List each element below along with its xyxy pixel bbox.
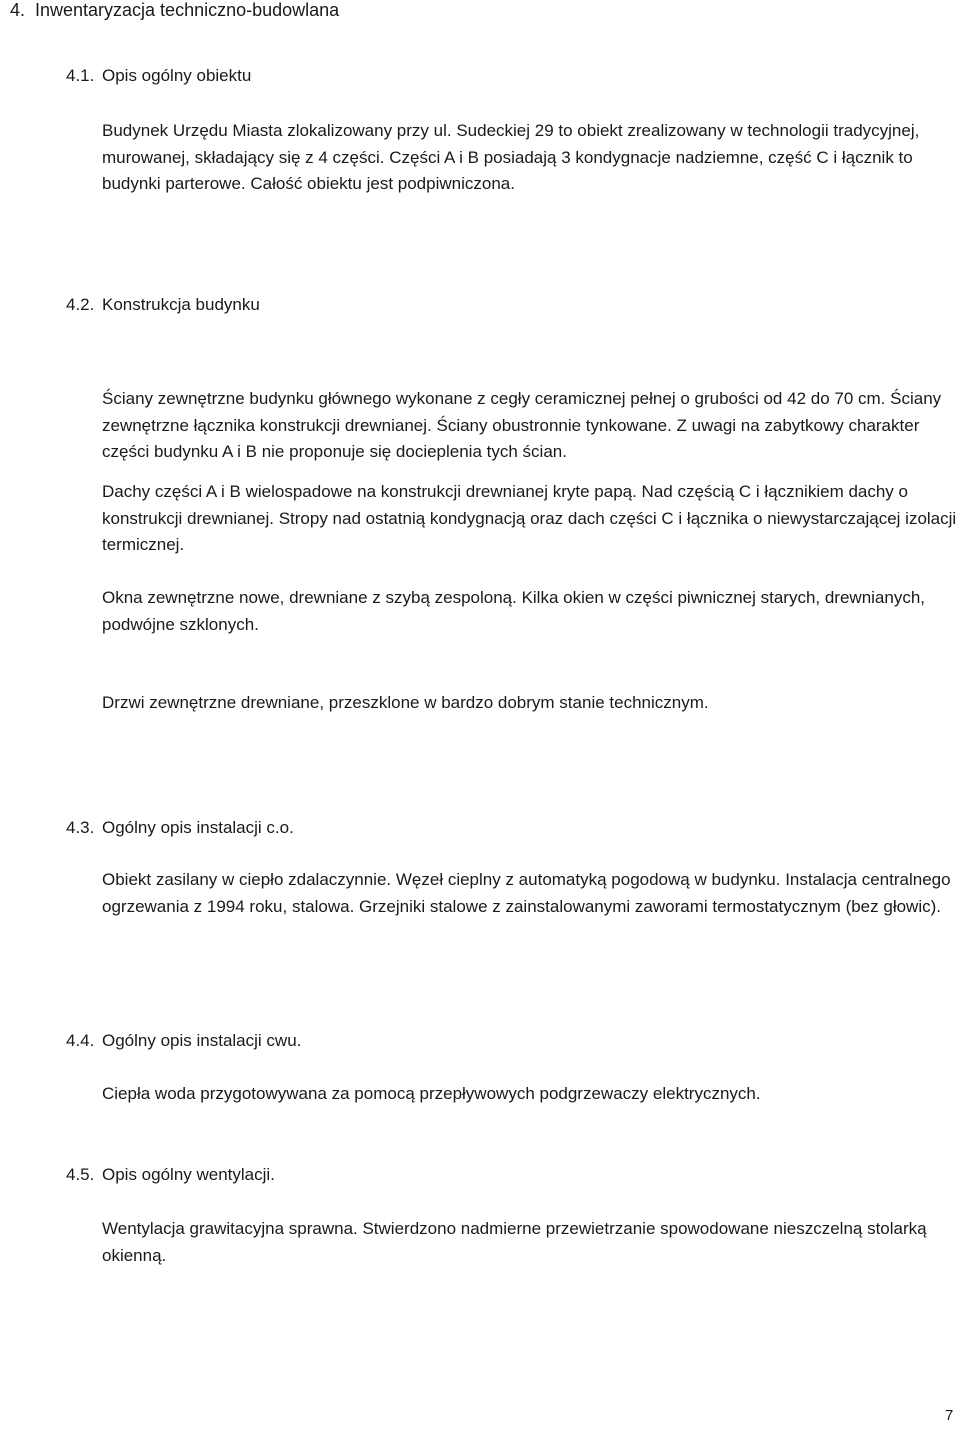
section-number: 4.5. [66,1165,95,1184]
section-title: Ogólny opis instalacji cwu. [102,1031,302,1050]
page-number: 7 [945,1407,954,1424]
section-number: 4.1. [66,66,95,85]
paragraph: Okna zewnętrzne nowe, drewniane z szybą zespoloną. Kilka okien w części piwnicznej starych, drewnianych, podwójne szklonych. [102,588,926,634]
section-number: 4.4. [66,1031,95,1050]
chapter-number: 4. [10,0,26,20]
paragraph: Obiekt zasilany w ciepło zdalaczynnie. Węzeł cieplny z automatyką pogodową w budynku. Instalacja centralnego ogrzewania z 1994 roku, stalowa. Grzejniki stalowe z zainstalowanymi zaworami termostatycznym (bez głowic). [102,870,951,916]
section-number: 4.3. [66,818,95,837]
section-title: Opis ogólny wentylacji. [102,1165,275,1184]
section-title: Opis ogólny obiektu [102,66,252,85]
section-title: Ogólny opis instalacji c.o. [102,818,294,837]
paragraph: Dachy części A i B wielospadowe na konstrukcji drewnianej kryte papą. Nad częścią C i łącznikiem dachy o konstrukcji drewnianej. Stropy nad ostatnią kondygnacją oraz dach części C i łącznika o niewystarczającej izolacji termicznej. [102,482,957,554]
paragraph: Budynek Urzędu Miasta zlokalizowany przy ul. Sudeckiej 29 to obiekt zrealizowany w technologii tradycyjnej, murowanej, składający się z 4 części. Części A i B posiadają 3 kondygnacje nadziemne, część C i łącznik to budynki parterowe. Całość obiektu jest podpiwniczona. [102,121,920,193]
paragraph: Ściany zewnętrzne budynku głównego wykonane z cegły ceramicznej pełnej o grubości od 42 do 70 cm. Ściany zewnętrzne łącznika konstrukcji drewnianej. Ściany obustronnie tynkowane. Z uwagi na zabytkowy charakter części budynku A i B nie proponuje się docieplenia tych ścian. [102,389,942,461]
paragraph: Drzwi zewnętrzne drewniane, przeszklone w bardzo dobrym stanie technicznym. [102,693,709,712]
paragraph: Ciepła woda przygotowywana za pomocą przepływowych podgrzewaczy elektrycznych. [102,1084,761,1103]
paragraph: Wentylacja grawitacyjna sprawna. Stwierdzono nadmierne przewietrzanie spowodowane nieszczelną stolarką okienną. [102,1219,927,1265]
section-title: Konstrukcja budynku [102,295,260,314]
section-number: 4.2. [66,295,95,314]
chapter-title: Inwentaryzacja techniczno-budowlana [35,0,340,20]
